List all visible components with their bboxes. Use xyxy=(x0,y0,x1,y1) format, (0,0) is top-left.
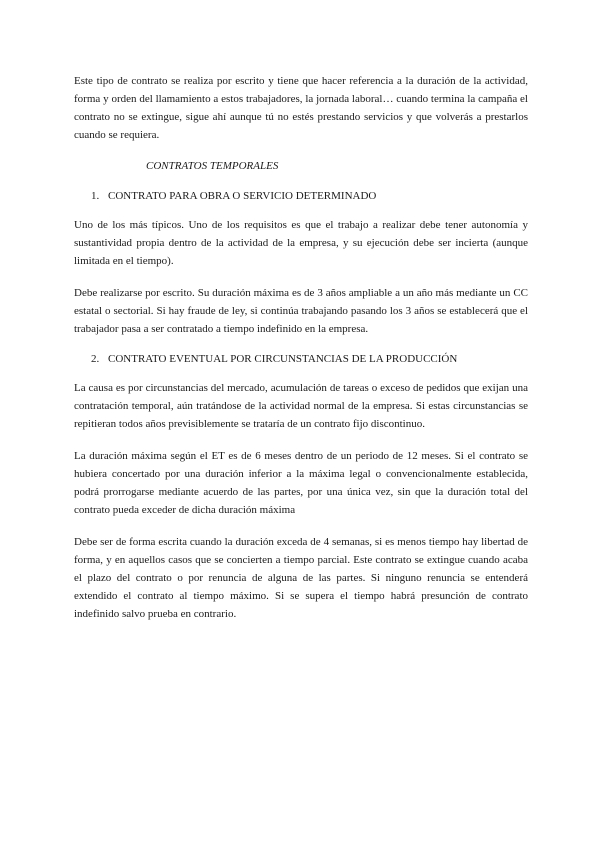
section-2-paragraph-3: Debe ser de forma escrita cuando la duración exceda de 4 semanas, si es menos tiempo hay libertad de forma, y en aquellos casos que se concierten a tiempo parcial. Este contrato se extingue cuando acaba el plazo del contrato o por renuncia de alguna de las partes. Si ninguno renuncia se entenderá extendido el contrato al tiempo máximo. Si se supera el tiempo habrá presunción de contrato indefinido salvo prueba en contrario. xyxy=(74,536,528,620)
section-1-paragraph-1: Uno de los más típicos. Uno de los requisitos es que el trabajo a realizar debe tener autonomía y sustantividad propia dentro de la actividad de la empresa, y su ejecución debe ser incierta (aunque limitada en el tiempo). xyxy=(74,219,528,267)
section-1-paragraph-2: Debe realizarse por escrito. Su duración máxima es de 3 años ampliable a un año más mediante un CC estatal o sectorial. Si hay fraude de ley, si continúa trabajando pasando los 3 años se establecerá que el trabajador pasa a ser contratado a tiempo indefinido en la empresa. xyxy=(74,287,528,335)
section-number-2: 2. xyxy=(91,353,100,365)
document-page xyxy=(74,72,528,623)
section-heading-text-1: CONTRATO PARA OBRA O SERVICIO DETERMINADO xyxy=(108,190,377,202)
section-title: CONTRATOS TEMPORALES xyxy=(146,160,279,172)
section-2-paragraph-2: La duración máxima según el ET es de 6 meses dentro de un periodo de 12 meses. Si el contrato se hubiera concertado por una duración inferior a la máxima legal o convencionalmente establecida, podrá prorrogarse mediante acuerdo de las partes, por una única vez, sin que la duración total del contrato pueda exceder de dicha duración máxima xyxy=(74,450,528,516)
section-heading-text-2: CONTRATO EVENTUAL POR CIRCUNSTANCIAS DE LA PRODUCCIÓN xyxy=(108,353,458,365)
section-heading-1 xyxy=(91,187,528,205)
section-heading-2 xyxy=(91,350,528,368)
section-2-paragraph-1: La causa es por circunstancias del mercado, acumulación de tareas o exceso de pedidos que exijan una contratación temporal, aún tratándose de la actividad normal de la empresa. Si estas circunstancias se repitieran todos años previsiblemente se trataría de un contrato fijo discontinuo. xyxy=(74,382,528,430)
section-number-1: 1. xyxy=(91,190,100,202)
intro-paragraph: Este tipo de contrato se realiza por escrito y tiene que hacer referencia a la duración de la actividad, forma y orden del llamamiento a estos trabajadores, la jornada laboral… cuando termina la campaña el contrato no se extingue, sigue ahí aunque tú no estés prestando servicios y que volverás a prestarlos cuando se requiera. xyxy=(74,75,528,141)
